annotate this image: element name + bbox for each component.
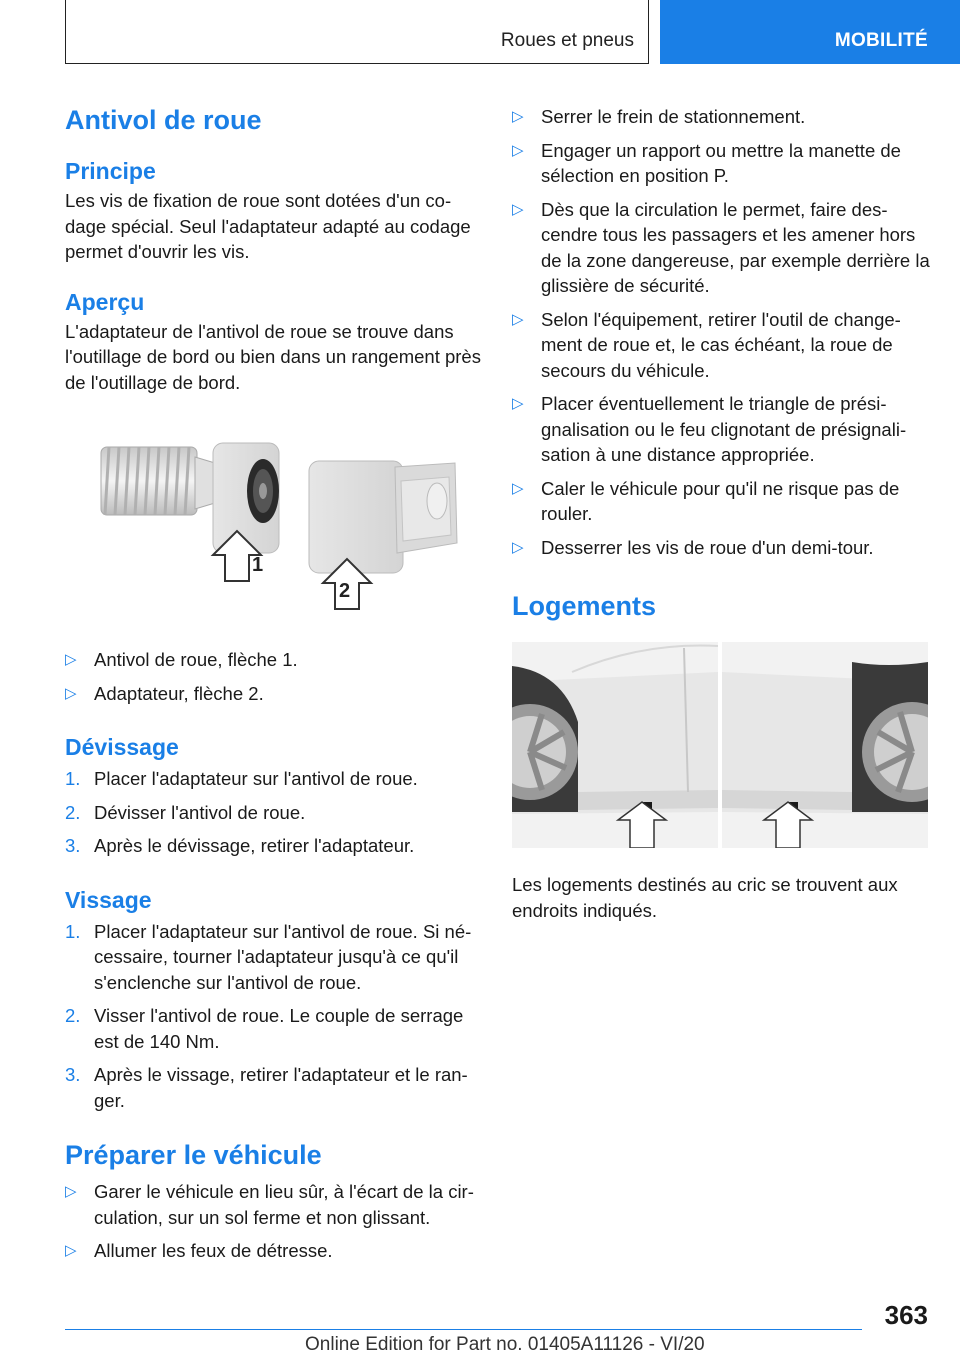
header-section-tab xyxy=(65,0,649,64)
apercu-bullets xyxy=(65,647,483,706)
list-item: 1. Placer l'adaptateur sur l'antivol de roue. xyxy=(65,768,418,789)
vissage-steps xyxy=(65,919,483,1114)
list-item: ▷ Adaptateur, flèche 2. xyxy=(65,681,483,707)
preparer-bullets xyxy=(65,1179,483,1264)
preparation-bullets xyxy=(512,104,932,560)
list-item: ▷ Engager un rapport ou mettre la manette de sélection en position P. xyxy=(512,139,901,186)
heading-apercu: Aperçu xyxy=(65,288,145,315)
car-jacking-points-illustration xyxy=(512,642,928,848)
footer-edition: Online Edition for Part no. 01405A11126 - VI/20 xyxy=(305,1334,705,1355)
arrow-2-label: 2 xyxy=(339,580,351,602)
list-item: 3. Après le dévissage, retirer l'adaptateur. xyxy=(65,835,415,856)
list-item: ▷ Selon l'équipement, retirer l'outil de change-ment de roue et, le cas échéant, la roue de secours du véhicule. xyxy=(512,308,901,381)
triangle-bullet-icon: ▷ xyxy=(65,1183,77,1200)
footer-divider xyxy=(65,1329,862,1330)
left-column xyxy=(65,100,483,1264)
heading-vissage: Vissage xyxy=(65,886,152,913)
apercu-text: L'adaptateur de l'antivol de roue se trouve dans l'outillage de bord ou bien dans un rangement près de l'outillage de bord. xyxy=(65,320,481,393)
triangle-bullet-icon: ▷ xyxy=(65,684,77,702)
list-item: 1. Placer l'adaptateur sur l'antivol de roue. Si né-cessaire, tourner l'adaptateur jusqu'à ce qu'il s'enclenche sur l'antivol de roue. xyxy=(65,920,472,993)
heading-principe: Principe xyxy=(65,158,156,184)
triangle-bullet-icon: ▷ xyxy=(512,200,524,218)
triangle-bullet-icon: ▷ xyxy=(65,1242,77,1259)
list-item: ▷ Serrer le frein de stationnement. xyxy=(512,104,932,130)
triangle-bullet-icon: ▷ xyxy=(512,538,524,556)
list-item: ▷ Desserrer les vis de roue d'un demi-tour. xyxy=(512,535,932,561)
devissage-steps xyxy=(65,766,483,859)
triangle-bullet-icon: ▷ xyxy=(512,395,524,412)
wheel-lock-illustration xyxy=(65,437,483,627)
page-number: 363 xyxy=(884,1300,928,1330)
list-item: 3. Après le vissage, retirer l'adaptateur et le ran-ger. xyxy=(65,1064,468,1111)
list-item: ▷ Placer éventuellement le triangle de prési-gnalisation ou le feu clignotant de présignali-sation à une distance appropriée. xyxy=(512,393,907,465)
list-item: ▷ Dès que la circulation le permet, faire des-cendre tous les passagers et les amener hors de la zone dangereuse, par exemple derrière la glissière de sécurité. xyxy=(512,198,930,296)
triangle-bullet-icon: ▷ xyxy=(512,479,524,497)
triangle-bullet-icon: ▷ xyxy=(512,108,524,125)
triangle-bullet-icon: ▷ xyxy=(512,141,524,159)
header-chapter-label: MOBILITÉ xyxy=(834,30,928,51)
list-item: 2. Dévisser l'antivol de roue. xyxy=(65,801,306,823)
triangle-bullet-icon: ▷ xyxy=(512,310,524,328)
arrow-1-label: 1 xyxy=(252,554,264,576)
triangle-bullet-icon: ▷ xyxy=(65,651,77,668)
logements-text: Les logements destinés au cric se trouvent aux endroits indiqués. xyxy=(512,874,898,921)
right-column xyxy=(512,104,932,923)
header-chapter-tab xyxy=(660,0,960,64)
jacking-points-figure xyxy=(512,642,928,848)
list-item: 2. Visser l'antivol de roue. Le couple de serrage est de 140 Nm. xyxy=(65,1005,464,1052)
heading-devissage: Dévissage xyxy=(65,734,179,760)
list-item: ▷ Garer le véhicule en lieu sûr, à l'écart de la cir-culation, sur un sol ferme et non glissant. xyxy=(65,1181,474,1228)
section-title-antivol: Antivol de roue xyxy=(65,105,262,135)
principe-text: Les vis de fixation de roue sont dotées d'un co-dage spécial. Seul l'adaptateur adapté au codage permet d'ouvrir les vis. xyxy=(65,190,471,262)
wheel-lock-figure xyxy=(65,437,483,627)
section-title-preparer: Préparer le véhicule xyxy=(65,1140,322,1170)
header-section-label: Roues et pneus xyxy=(500,30,634,51)
section-title-logements: Logements xyxy=(512,591,657,621)
list-item: ▷ Antivol de roue, flèche 1. xyxy=(65,647,483,673)
list-item: ▷ Allumer les feux de détresse. xyxy=(65,1238,483,1264)
list-item: ▷ Caler le véhicule pour qu'il ne risque pas de rouler. xyxy=(512,477,900,524)
